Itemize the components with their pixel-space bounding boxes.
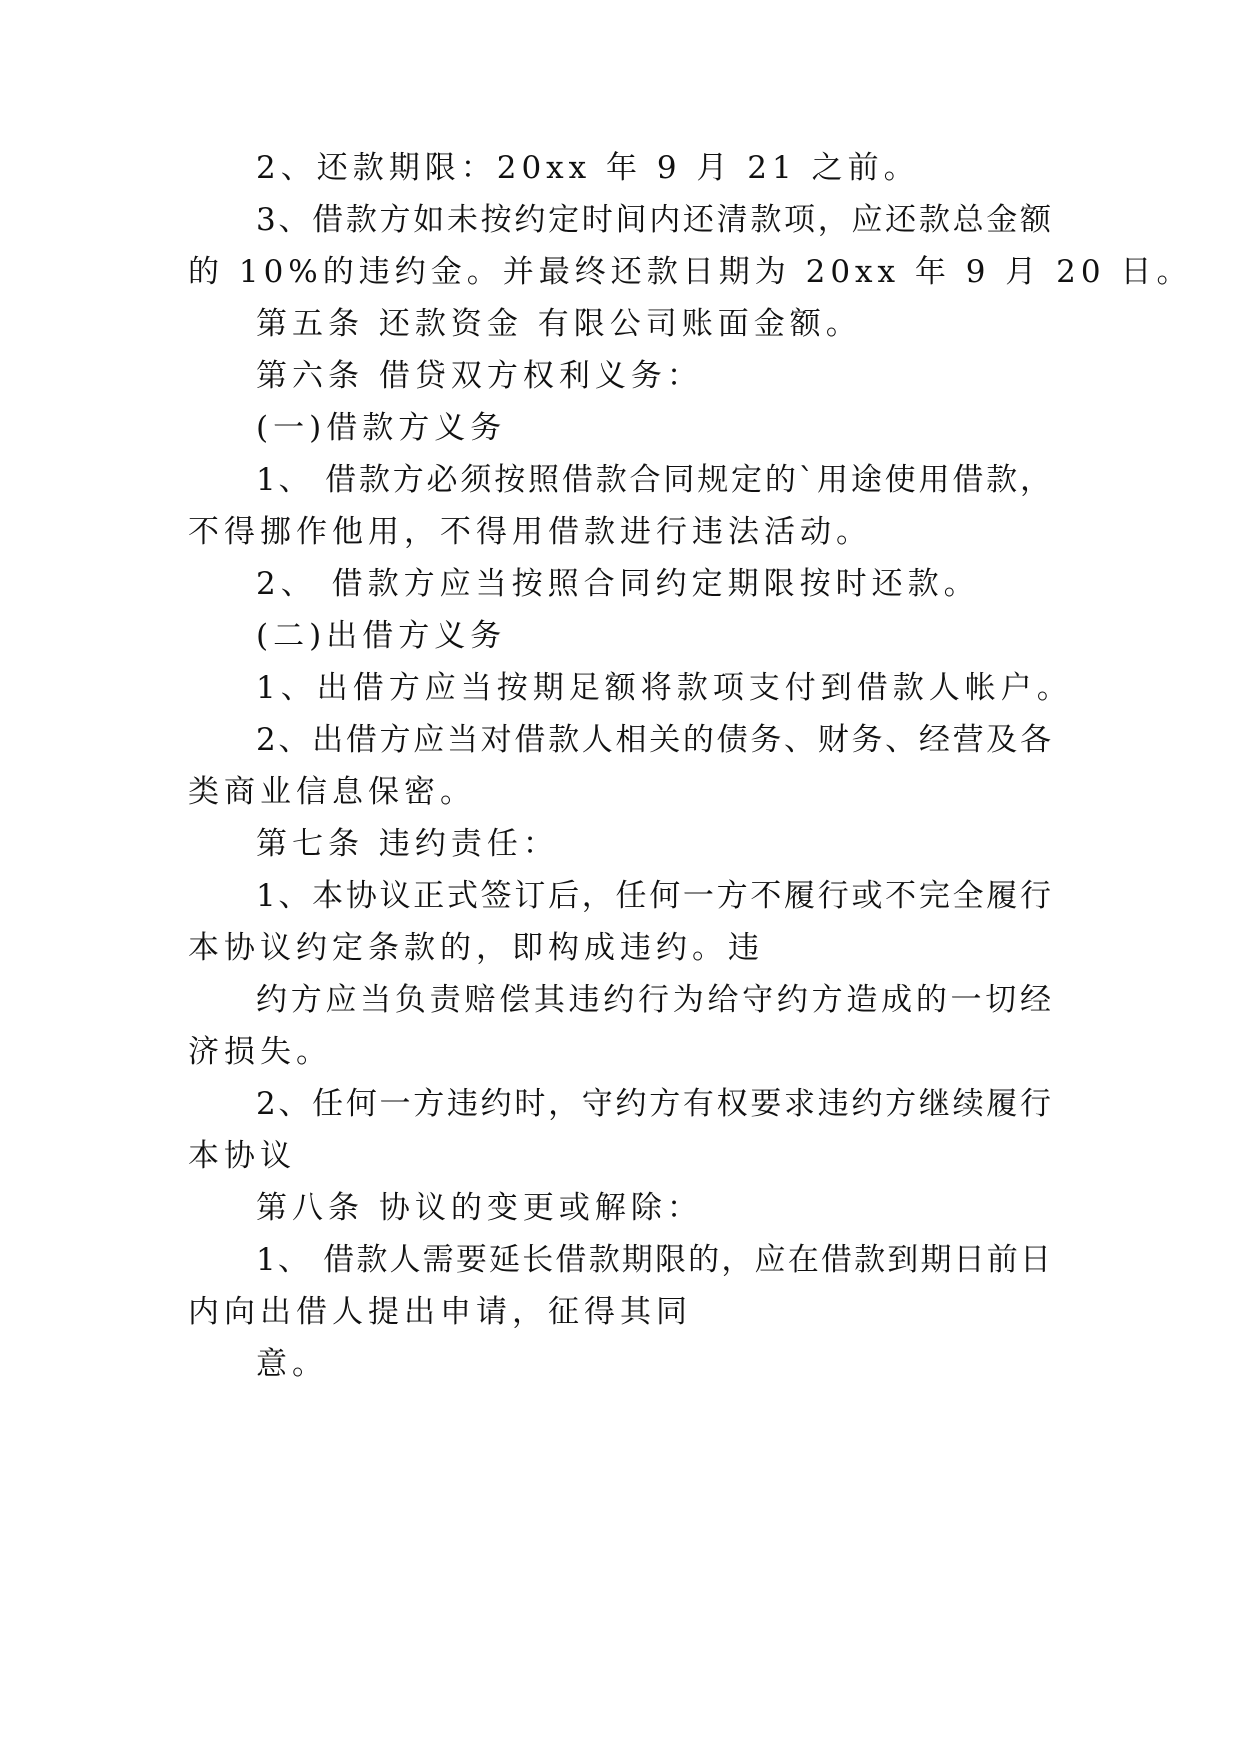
text-line: 1、 借款人需要延长借款期限的，应在借款到期日前日	[256, 1242, 1051, 1278]
text-line: 2、 借款方应当按照合同约定期限按时还款。	[256, 566, 980, 602]
text-line: 第五条 还款资金 有限公司账面金额。	[256, 306, 862, 342]
text-line: 的 10%的违约金。并最终还款日期为 20xx 年 9 月 20 日。	[188, 254, 1193, 290]
text-line: 1、 借款方必须按照借款合同规定的`用途使用借款，	[256, 462, 1051, 498]
text-line: 2、还款期限：20xx 年 9 月 21 之前。	[256, 150, 920, 186]
text-line: 1、出借方应当按期足额将款项支付到借款人帐户。	[256, 670, 1073, 706]
text-line: 本协议	[188, 1138, 296, 1174]
text-line: 本协议约定条款的，即构成违约。违	[188, 930, 764, 966]
text-line: 1、本协议正式签订后，任何一方不履行或不完全履行	[256, 878, 1051, 914]
text-line: (一)借款方义务	[256, 410, 507, 446]
text-line: 第七条 违约责任：	[256, 826, 559, 862]
text-line: 不得挪作他用，不得用借款进行违法活动。	[188, 514, 872, 550]
text-line: 第八条 协议的变更或解除：	[256, 1190, 703, 1226]
text-line: 2、任何一方违约时，守约方有权要求违约方继续履行	[256, 1086, 1051, 1122]
text-line: 意。	[256, 1346, 328, 1382]
text-line: (二)出借方义务	[256, 618, 507, 654]
text-line: 2、出借方应当对借款人相关的债务、财务、经营及各	[256, 722, 1051, 758]
text-line: 类商业信息保密。	[188, 774, 476, 810]
text-line: 第六条 借贷双方权利义务：	[256, 358, 703, 394]
text-line: 济损失。	[188, 1034, 332, 1070]
text-line: 约方应当负责赔偿其违约行为给守约方造成的一切经	[256, 982, 1051, 1018]
text-line: 内向出借人提出申请，征得其同	[188, 1294, 692, 1330]
text-line: 3、借款方如未按约定时间内还清款项，应还款总金额	[256, 202, 1051, 238]
